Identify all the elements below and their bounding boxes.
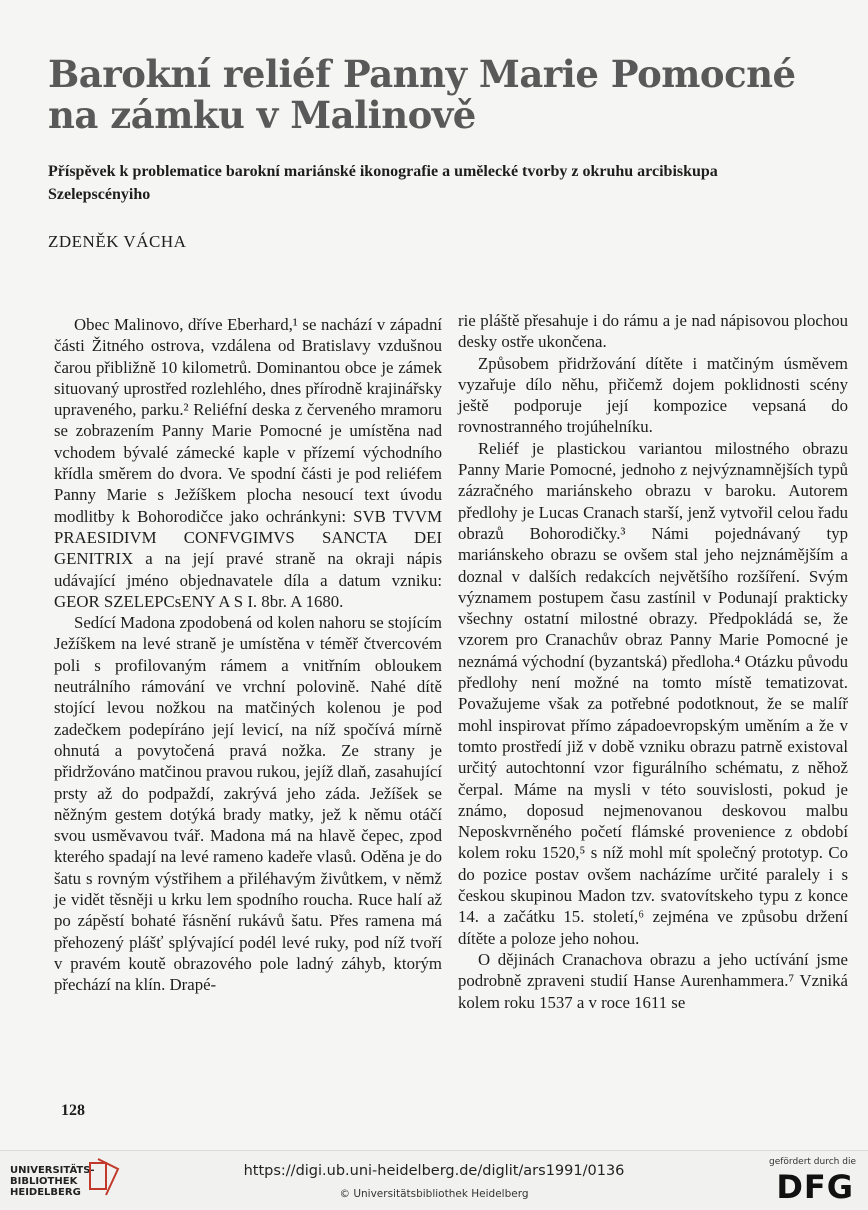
right-column [458, 310, 848, 1013]
page-number: 128 [61, 1102, 85, 1119]
paragraph: Způsobem přidržování dítěte i matčiným úsměvem vyzařuje dílo něhu, přičemž dojem poklidnosti scény ještě podporuje její kompozice vepsaná do rovnostranného trojúhelníku. [458, 353, 848, 437]
left-column [54, 314, 442, 996]
viewer-footer [0, 1150, 868, 1210]
paragraph: O dějinách Cranachova obrazu a jeho uctívání jsme podrobně zpraveni studií Hanse Aurenhammera.⁷ Vzniká kolem roku 1537 a v roce 1611 se [458, 949, 848, 1012]
library-logo-line: HEIDELBERG [10, 1187, 81, 1198]
author-name: ZDENĚK VÁCHA [48, 232, 187, 251]
article-subtitle: Příspěvek k problematice barokní mariánské ikonografie a umělecké tvorby z okruhu arcibiskupa Szelepscényiho [48, 163, 718, 203]
copyright-notice: © Universitätsbibliothek Heidelberg [339, 1188, 529, 1200]
title-line-2: na zámku v Malinově [48, 93, 476, 137]
library-logo-line: BIBLIOTHEK [10, 1176, 78, 1187]
permalink-url[interactable]: https://digi.ub.uni-heidelberg.de/diglit/ars1991/0136 [243, 1163, 625, 1179]
paragraph: Reliéf je plastickou variantou milostného obrazu Panny Marie Pomocné, jednoho z nejvýznamnějších typů zázračného mariánskeho obrazu v baroku. Autorem předlohy je Lucas Cranach starší, jenž vytvořil celou řadu obrazů Bohorodičky.³ Námi pojednávaný typ mariánskeho obrazu se ovšem stal jeho nejznámějším a doznal v dalších redakcích největšího rozšíření. Svým významem postupem času zastínil v Podunají prakticky všechny ostatní milostné obrazy. Předpokládá se, že vzorem pro Cranachův obraz Panny Marie Pomocné je neznámá východní (byzantská) předloha.⁴ Otázku původu předlohy není možné na tomto místě tematizovat. Považujeme však za potřebné podotknout, že se malíř mohl inspirovat přímo západoevropským uměním a že v tomto prostředí již v době vzniku obrazu patrně existoval určitý autochtonní vzor figurálního schématu, z něhož čerpal. Máme na mysli v této souvislosti, pokud je známo, doposud nejmenovanou deskovou malbu Neposkvrněného početí flámské provenience z období kolem roku 1520,⁵ s níž mohl mít společný prototyp. Co do pozice postav ovšem nacházíme určité paralely i s českou skupinou Madon tzv. svatovítskeho typu z konce 14. a začátku 15. století,⁶ zejména ve způsobu držení dítěte a poloze jeho nohou. [458, 438, 848, 948]
paragraph: Obec Malinovo, dříve Eberhard,¹ se nachází v západní části Žitného ostrova, vzdálena od Bratislavy vzdušnou čarou přibližně 10 kilometrů. Dominantou obce je zámek situovaný uprostřed rozlehlého, dnes přírodně krajinářsky upraveného, parku.² Reliéfní deska z červeného mramoru se zobrazením Panny Marie Pomocné je umístěna nad vchodem bývalé zámecké kaple v přízemí východního křídla směrem do dvora. Ve spodní části je pod reliéfem Panny Marie s Ježíškem plocha nesoucí text úvodu modlitby k Bohorodičce jako ochránkyni: SVB TVVM PRAESIDIVM CONFVGIMVS SANCTA DEI GENITRIX a na její pravé straně na okraji nápis udávající jméno objednavatele díla a datum vzniku: GEOR SZELEPCsENY A S I. 8br. A 1680. [54, 315, 442, 611]
paragraph: Sedící Madona zpodobená od kolen nahoru se stojícím Ježíškem na levé straně je umístěna v téměř čtvercovém poli s profilovaným rámem a vnitřním obloukem neutrálního rámování ve vrchní polovině. Nahé dítě stojící levou nožkou na matčiných kolenou je pod zadečkem podepíráno její levicí, na níž spočívá mírně ohnutá a povytočená pravá nožka. Ze strany je přidržováno matčinou pravou rukou, jejíž dlaň, zasahující prsty až do podpaždí, zakrývá jeho záda. Ježíšek se něžným gestem dotýká brady matky, jež k němu otáčí svou usměvavou tvář. Madona má na hlavě čepec, zpod kterého spadají na levé rameno kadeře vlasů. Oděna je do šatu s rovným výstřihem a přiléhavým živůtkem, v němž je vidět těsněji u krku lem spodního roucha. Ruce halí až po zápěstí bohaté řásnění rukávů šatu. Přes ramena má přehozený plášť splývající podél levé ruky, pod níž tvoří v pravém koutě obrazového pole ladný záhyb, ktorým přechází na klín. Drapé- [54, 613, 442, 995]
paragraph: rie pláště přesahuje i do rámu a je nad nápisovou plochou desky ostře ukončena. [458, 311, 848, 352]
title-line-1: Barokní reliéf Panny Marie Pomocné [48, 52, 796, 96]
funding-note: gefördert durch die [769, 1157, 856, 1167]
article-title [48, 54, 796, 136]
dfg-logo[interactable]: DFG [776, 1168, 854, 1206]
library-logo-line: UNIVERSITÄTS- [10, 1165, 95, 1176]
